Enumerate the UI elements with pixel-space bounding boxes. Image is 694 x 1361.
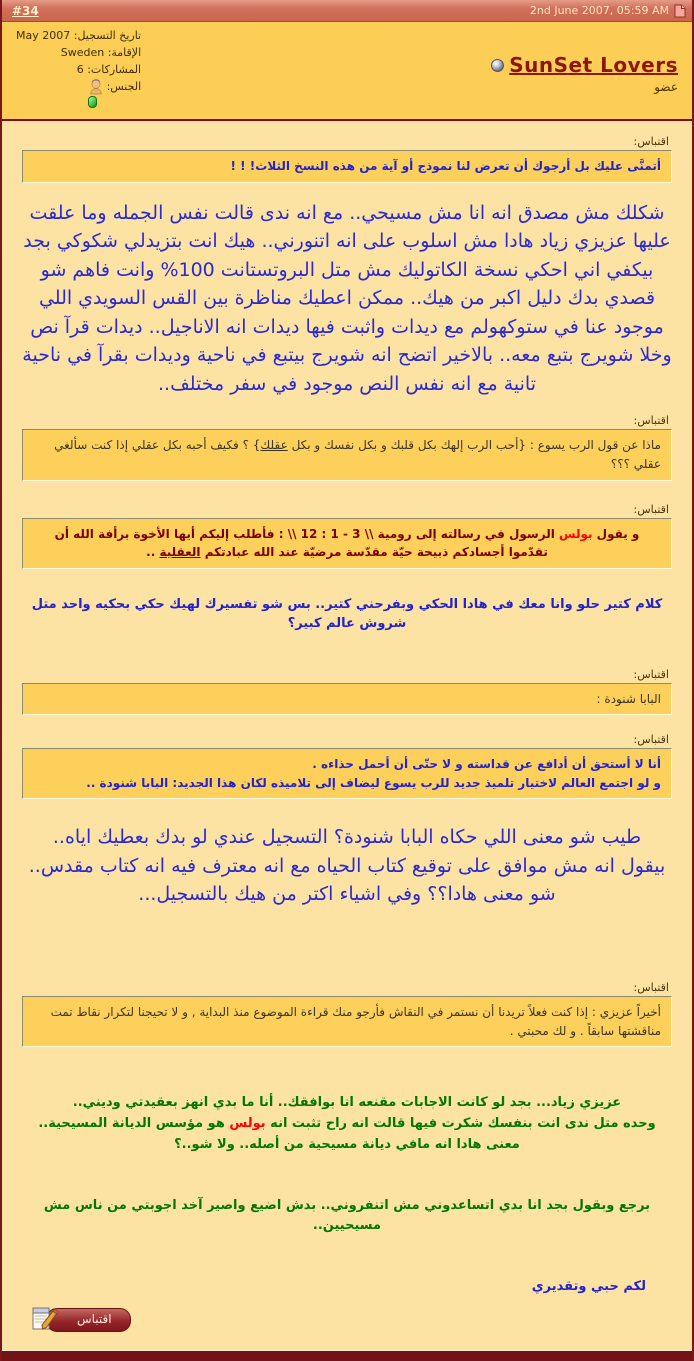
quote-section-6: [22, 981, 672, 1047]
post-paragraph-green-1: [22, 1093, 672, 1155]
quote-button-label: اقتباس: [77, 1312, 112, 1327]
username-link[interactable]: SunSet Lovers: [509, 53, 678, 77]
location-label: الإقامة:: [107, 46, 142, 60]
user-stats: [16, 27, 141, 113]
quote-2-underlined-word: عقلك: [260, 438, 288, 453]
green-highlighted-name: بولس: [229, 1115, 266, 1131]
quote-section-5: [22, 733, 672, 799]
quote-3-underlined-word: العقلية: [159, 545, 201, 560]
post-body: [2, 121, 692, 1350]
quote-section-2: [22, 414, 672, 480]
user-header: [2, 22, 692, 121]
quote-section-1: [22, 135, 672, 183]
green-paragraph-line-1: عزيزي زياد... بجد لو كانت الاجابات مقنعه انا بوافقك.. أنا ما بدي انهز بعقيدتي وديني..: [72, 1095, 622, 1111]
quote-3-highlighted-name: بولس: [559, 526, 593, 541]
post-paragraph-green-2: برجع وبقول بجد انا بدي اتساعدوني مش اتنفروني.. بدش اضيع واصير آخد اجوبتي من ناس مش مسيحيين..: [43, 1197, 651, 1234]
quote-reply-button[interactable]: [46, 1308, 131, 1332]
quote-box-3: [22, 518, 672, 569]
posts-value: 6: [76, 63, 84, 77]
quote-box-2: [22, 429, 672, 480]
quote-2-text-segment: ماذا عن قول الرب يسوع : {أحب الرب إلهك بكل قلبك و بكل نفسك و بكل: [287, 438, 661, 453]
online-status-icon: [88, 96, 97, 108]
quote-label: اقتباس:: [633, 414, 669, 428]
quote-box-4: [22, 683, 672, 716]
quote-label: اقتباس:: [633, 733, 669, 747]
quote-3-text-segment: : فأطلب إليكم أيها الأخوة برأفة الله أن تقدّموا أجسادكم ذبيحة حيّة مقدّسة مرضيّة عند الله عبادتكم: [54, 526, 548, 560]
post-controls-row: [30, 1308, 672, 1332]
post-paragraph-2: كلام كتير حلو وانا معك في هادا الحكي وبفرحني كتير.. بس شو تفسيرك لهيك حكي بحكيه واحد متل شروش عالم كبير؟: [31, 596, 663, 632]
green-text-segment: هو مؤسس الديانة المسيحية.. معنى هادا انه مافي ديانة مسيحية من أصله.. ولا شو..؟: [38, 1115, 520, 1152]
user-status-sphere-icon: [491, 59, 504, 72]
posts-count-row: [16, 61, 141, 78]
post-footer-bar: [2, 1350, 692, 1361]
post-date: 2nd June 2007, 05:59 AM: [529, 4, 669, 17]
member-title: عضو: [654, 80, 678, 94]
green-text-segment: وحده متل ندى انت بنفسك شكرت فيها قالت انه راح تثبت انه: [265, 1115, 656, 1131]
registration-label: تاريخ التسجيل:: [73, 29, 142, 42]
quote-3-text-segment: الرسول في رسالته إلى رومية: [373, 526, 559, 541]
post-page-icon: [674, 4, 686, 18]
registration-value: May 2007: [16, 29, 71, 42]
green-paragraph-line-2: [22, 1114, 672, 1156]
post-date-group: [530, 4, 686, 18]
post-title-bar: [2, 0, 692, 22]
gender-row: [16, 78, 141, 95]
quote-3-text-segment: ..: [146, 545, 160, 560]
user-identity: [491, 53, 678, 94]
notepad-pencil-icon: [31, 1305, 59, 1333]
post-paragraph-3: [22, 823, 672, 909]
gender-label: الجنس:: [106, 80, 142, 94]
quote-label: اقتباس:: [633, 502, 669, 516]
post-signature: لكم حبي وتقديري: [531, 1279, 646, 1295]
location-value: Sweden: [60, 46, 105, 60]
quote-box-1: [22, 150, 672, 183]
quote-5-line-1: أنا لا أستحق أن أدافع عن قداسته و لا حتّى أن أحمل حذاءه .: [312, 757, 661, 772]
quote-label: اقتباس:: [633, 980, 669, 994]
quote-section-4: [22, 668, 672, 716]
post-paragraph-3-line-1: طيب شو معنى اللي حكاه البابا شنودة؟ التسجيل عندي لو بدك بعطيك اياه..: [52, 826, 642, 849]
female-avatar-icon: [88, 78, 104, 95]
quote-3-verse-reference: \\ 12 : 1 - 3 \\: [287, 526, 374, 541]
quote-2-text-segment: } ؟ فكيف أحبه بكل عقلي إذا كنت سألغي عقلي ؟؟؟: [54, 438, 661, 471]
registration-date-row: [16, 27, 141, 44]
quote-1-text: أتمنَّى عليك بل أرجوك أن تعرض لنا نموذج أو آية من هذه النسخ الثلاث! ! !: [230, 159, 661, 174]
quote-box-5: [22, 748, 672, 799]
quote-label: اقتباس:: [633, 667, 669, 681]
online-indicator-row: [16, 96, 141, 113]
post-paragraph-3-line-2: بيقول انه مش موافق على توقيع كتاب الحياه مع انه معترف فيه انه كتاب مقدس.. شو معنى هادا؟؟ وفي اشياء اكتر من هيك بالتسجيل...: [28, 854, 666, 906]
location-row: [16, 44, 141, 61]
quote-box-6: [22, 996, 672, 1047]
quote-3-text-segment: و يقول: [592, 526, 640, 541]
posts-label: المشاركات:: [87, 63, 142, 77]
quote-5-line-2: و لو اجتمع العالم لاختيار تلميذ جديد للرب يسوع ليضاف إلى تلاميذه لكان هذا الجديد: البابا شنودة ..: [86, 775, 661, 790]
post-number-link[interactable]: #34: [12, 3, 39, 18]
post-paragraph-1: شكلك مش مصدق انه انا مش مسيحي.. مع انه ندى قالت نفس الجمله وما علقت عليها عزيزي زياد هادا مش اسلوب على انه اتنورني.. هيك انت بتزيدلي شكوكي بجد بيكفي اني احكي نسخة الكاتوليك مش متل البروتستانت 100% وانت فاهم شو قصدي بدك دليل اكبر من هيك.. ممكن اعطيك مناظرة بين القس السويدي اللي موجود عنا في ستوكهولم مع ديدات واثبت فيها ديدات انه الاناجيل.. ديدات قرآ نص وخلا شويرج بتبع معه.. بالاخير اتضح انه شويرج بيتبع في ناحية وديدات بقرآ في ناحية تانية مع انه نفس النص موجود في سفر مختلف..: [22, 201, 672, 395]
quote-4-text: البابا شنودة :: [596, 691, 661, 706]
quote-section-3: [22, 503, 672, 569]
quote-6-text: أخيراً عزيزي : إذا كنت فعلاً تريدنا أن نستمر في النقاش فأرجو منك قراءة الموضوع منذ البداية , و لا تحيجنا لتكرار نقاط تمت مناقشتها سابقاً . و لك محبتي .: [50, 1004, 661, 1038]
quote-label: اقتباس:: [633, 135, 669, 149]
